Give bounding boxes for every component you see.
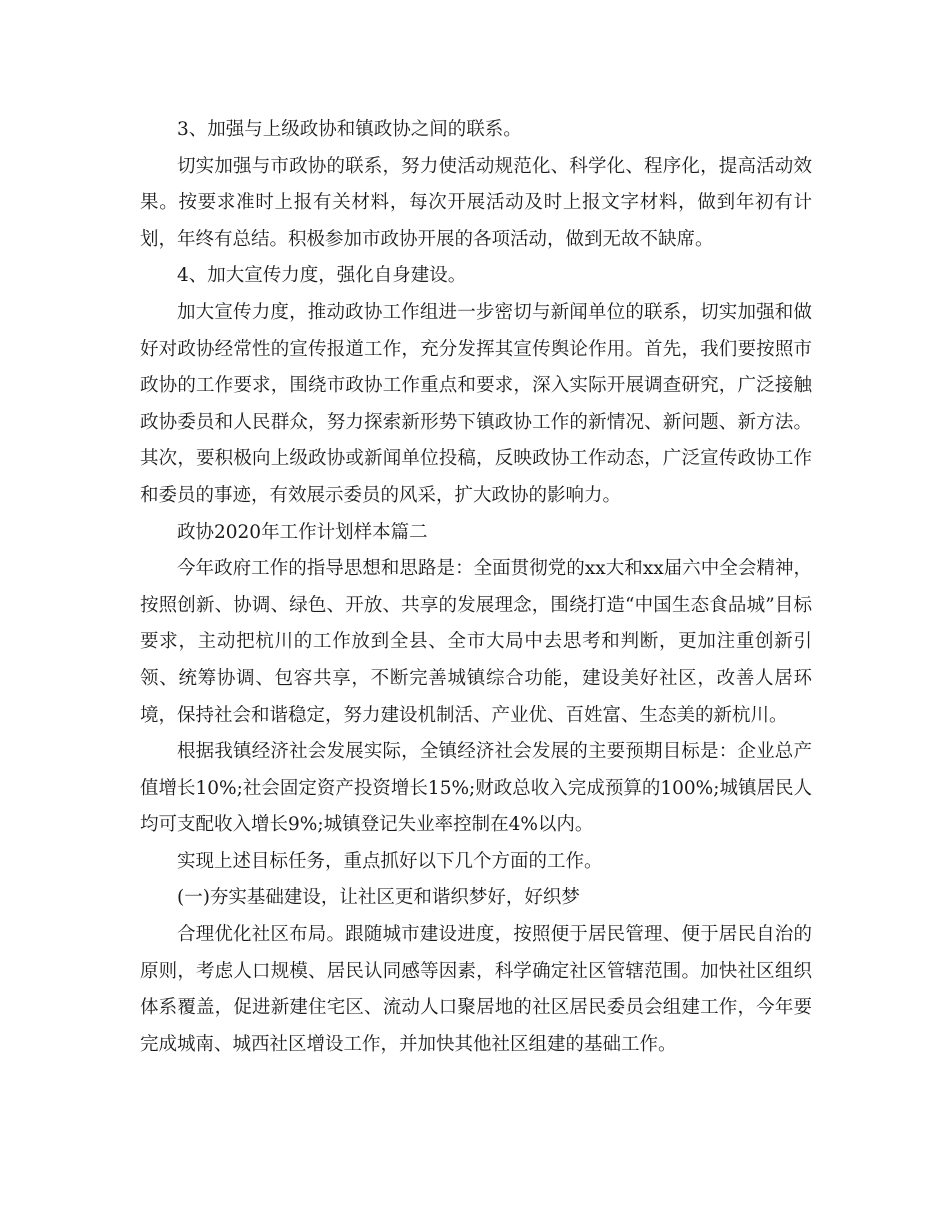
article-title: 政协2020年工作计划样本篇二 (177, 521, 428, 543)
paragraph: 实现上述目标任务，重点抓好以下几个方面的工作。 (177, 850, 603, 872)
paragraph: 今年政府工作的指导思想和思路是：全面贯彻党的xx大和xx届六中全会精神，按照创新、协调、绿色、开放、共享的发展理念，围绕打造“中国生态食品城”目标要求，主动把杭川的工作放到全县、全市大局中去思考和判断，更加注重创新引领、统筹协调、包容共享，不断完善城镇综合功能，建设美好社区，改善人居环境，保持社会和谐稳定，努力建设机制活、产业优、百姓富、生态美的新杭川。 (140, 558, 812, 726)
paragraph: 合理优化社区布局。跟随城市建设进度，按照便于居民管理、便于居民自治的原则，考虑人口规模、居民认同感等因素，科学确定社区管辖范围。加快社区组织体系覆盖，促进新建住宅区、流动人口聚居地的社区居民委员会组建工作，今年要完成城南、城西社区增设工作，并加快其他社区组建的基础工作。 (140, 924, 812, 1055)
paragraph: 加大宣传力度，推动政协工作组进一步密切与新闻单位的联系，切实加强和做好对政协经常性的宣传报道工作，充分发挥其宣传舆论作用。首先，我们要按照市政协的工作要求，围绕市政协工作重点和要求，深入实际开展调查研究，广泛接触政协委员和人民群众，努力探索新形势下镇政协工作的新情况、新问题、新方法。其次，要积极向上级政协或新闻单位投稿，反映政协工作动态，广泛宣传政协工作和委员的事迹，有效展示委员的风采，扩大政协的影响力。 (140, 301, 812, 506)
section-heading-4: 4、加大宣传力度，强化自身建设。 (177, 265, 467, 287)
paragraph: 根据我镇经济社会发展实际，全镇经济社会发展的主要预期目标是：企业总产值增长10%;社会固定资产投资增长15%;财政总收入完成预算的100%;城镇居民人均可支配收入增长9%;城镇登记失业率控制在4%以内。 (140, 741, 812, 836)
document-body (140, 112, 812, 1063)
subsection-heading-1: (一)夯实基础建设，让社区更和谐织梦好，好织梦 (177, 887, 580, 909)
section-heading-3: 3、加强与上级政协和镇政协之间的联系。 (177, 119, 522, 140)
paragraph: 切实加强与市政协的联系，努力使活动规范化、科学化、程序化，提高活动效果。按要求准时上报有关材料，每次开展活动及时上报文字材料，做到年初有计划，年终有总结。积极参加市政协开展的各项活动，做到无故不缺席。 (140, 155, 812, 250)
